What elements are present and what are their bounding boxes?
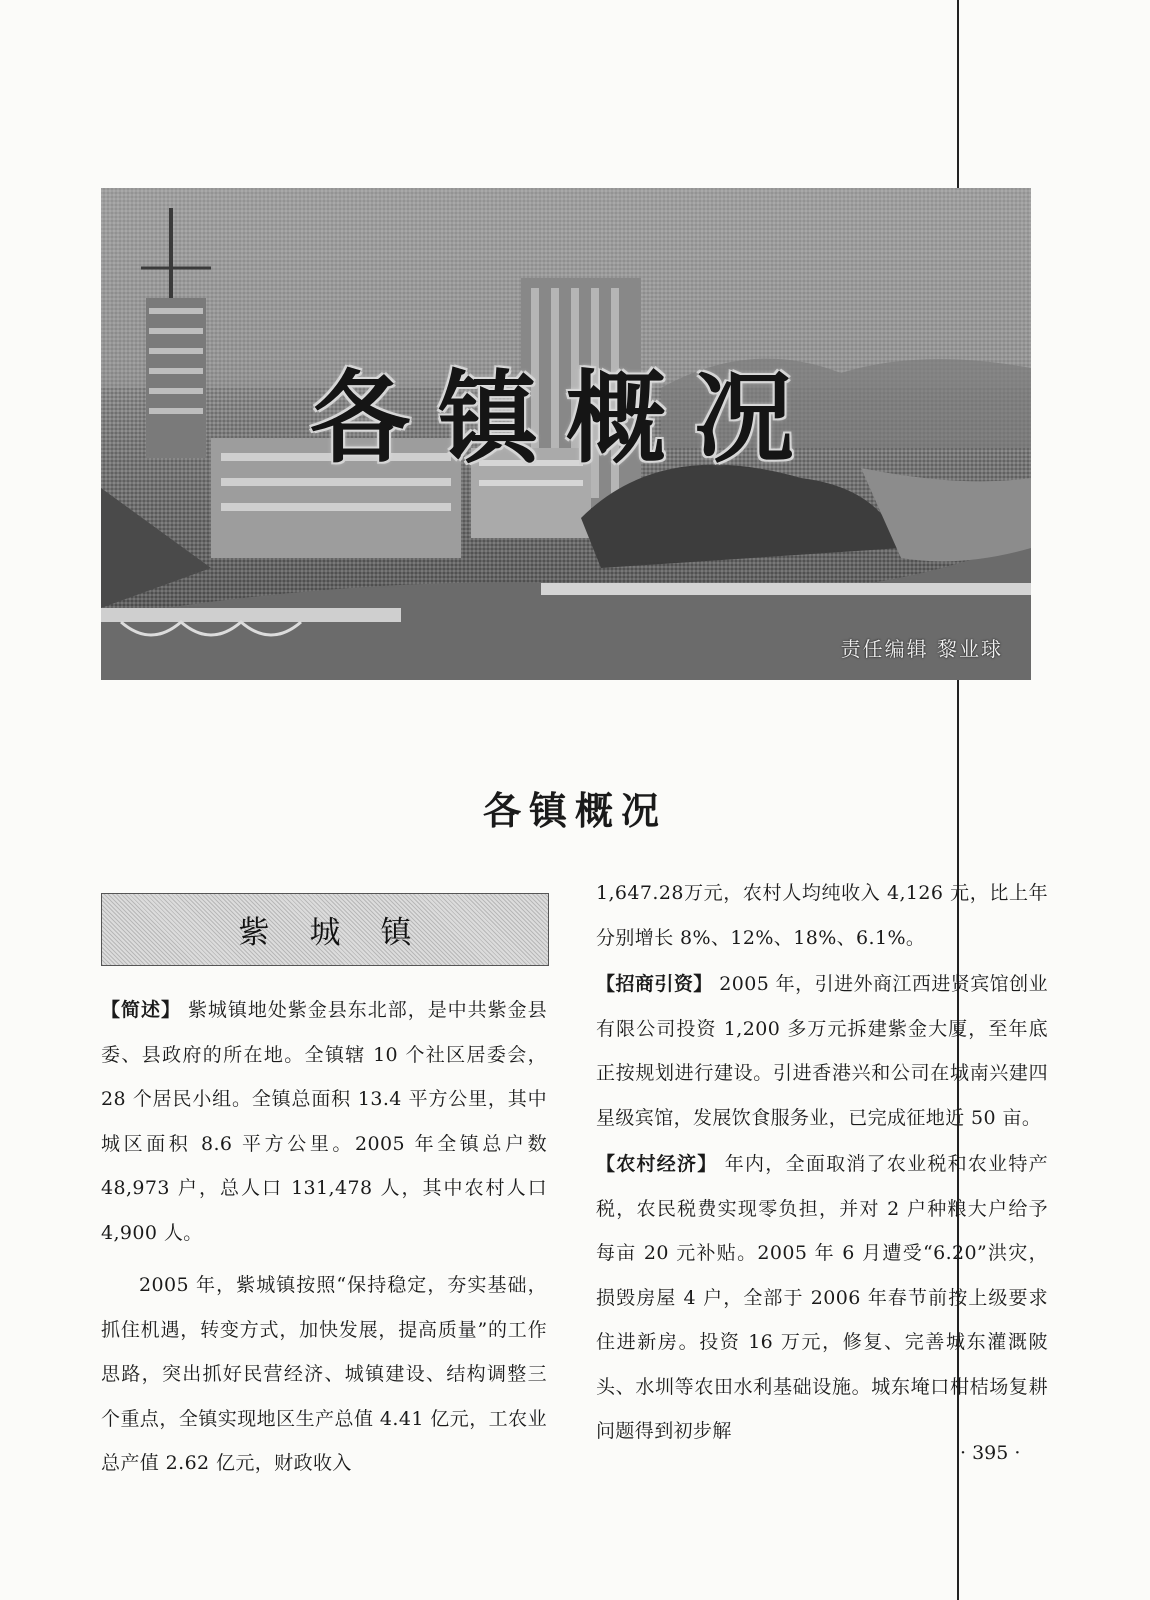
section-title: 紫城镇: [238, 915, 452, 951]
paragraph-economy: 2005 年，紫城镇按照“保持稳定，夯实基础，抓住机遇，转变方式，加快发展，提高质量”的工作思路，突出抓好民营经济、城镇建设、结构调整三个重点，全镇实现地区生产总值 4.41 亿元，工农业总产值 2.62 亿元，财政收入: [101, 1274, 547, 1474]
left-column: [101, 988, 547, 1486]
page-number: · 395 ·: [960, 1442, 1021, 1464]
investment-text: 2005 年，引进外商江西进贤宾馆创业有限公司投资 1,200 多万元拆建紫金大厦，至年底正按规划进行建设。引进香港兴和公司在城南兴建四星级宾馆，发展饮食服务业，已完成征地近 50 亩。: [596, 973, 1048, 1129]
keyword-investment: 【招商引资】: [596, 973, 713, 995]
paragraph-rural-economy: [596, 1142, 1048, 1454]
paragraph-continued: 1,647.28万元，农村人均纯收入 4,126 元，比上年分别增长 8%、12%、18%、6.1%。: [596, 882, 1048, 949]
banner-photo: [101, 188, 1031, 680]
paragraph-overview: [101, 988, 547, 1255]
rural-economy-text: 年内，全面取消了农业税和农业特产税，农民税费实现零负担，并对 2 户种粮大户给予每亩 20 元补贴。2005 年 6 月遭受“6.20”洪灾，损毁房屋 4 户，全部于 2006 年春节前按上级要求住进新房。投资 16 万元，修复、完善城东灌溉陂头、水圳等农田水利基础设施。城东埯口柑桔场复耕问题得到初步解: [596, 1153, 1048, 1442]
page-heading: 各镇概况: [482, 789, 667, 833]
keyword-overview: 【简述】: [101, 999, 181, 1021]
overview-text: 紫城镇地处紫金县东北部，是中共紫金县委、县政府的所在地。全镇辖 10 个社区居委会，28 个居民小组。全镇总面积 13.4 平方公里，其中城区面积 8.6 平方公里。2005 年全镇总户数 48,973 户，总人口 131,478 人，其中农村人口 4,900 人。: [101, 999, 547, 1244]
paragraph-investment: [596, 962, 1048, 1140]
editor-credit: 责任编辑 黎业球: [840, 637, 1003, 661]
right-column: [596, 871, 1048, 1454]
keyword-rural-economy: 【农村经济】: [596, 1153, 718, 1175]
section-title-box: [101, 893, 549, 966]
banner-title: 各镇概况: [310, 360, 822, 477]
